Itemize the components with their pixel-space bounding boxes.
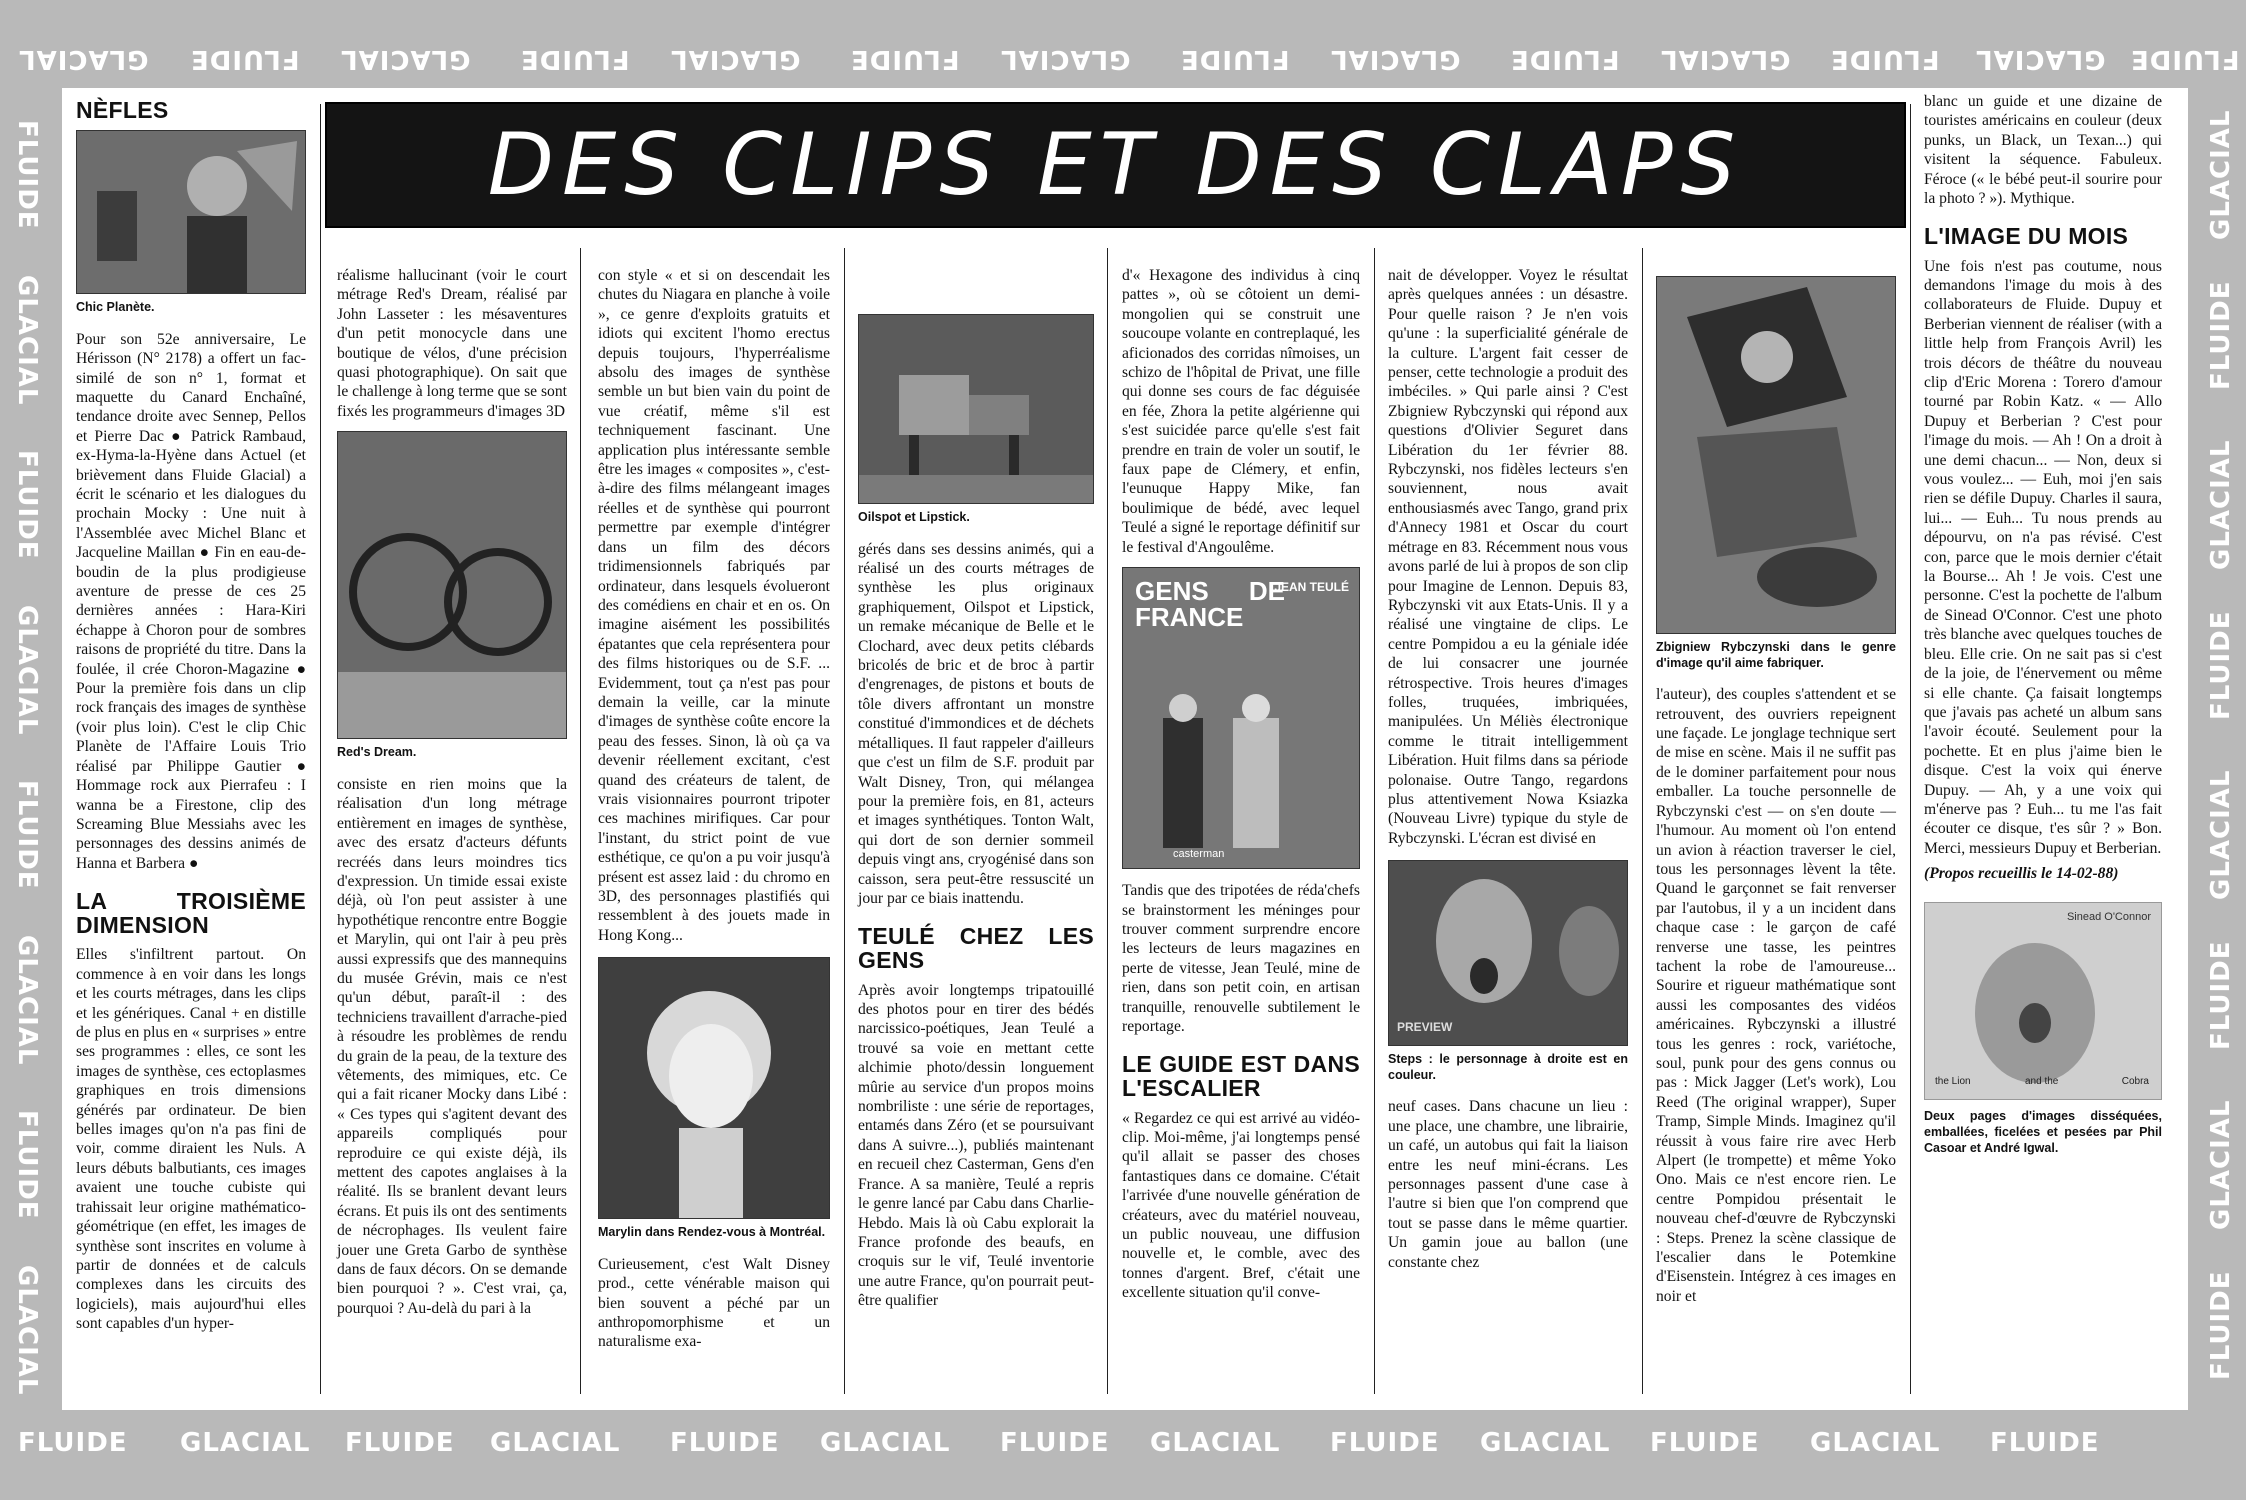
frame-word: GLACIAL [2206, 109, 2236, 240]
frame-word: GLACIAL [12, 605, 42, 736]
article-text: con style « et si on descendait les chutes du Niagara en planche à voile », ce genre d'exploits gratuits et idiots qui excitent l'homo erectus depuis toujours, l'hyperréalisme absolu des images de synthèse semble un but bien vain du point de vue créatif, même s'il est techniquement fascinant. Une application plus intéressante semble être les images « composites », c'est-à-dire des films mélangeant images réelles et de synthèse qui pourront permettre par exemple d'intégrer dans un film des décors tridimensionnels fabriqués par ordinateur, dans lesquels évolueront des comédiens en chair et en os. On imagine aisément les possibilités épatantes que cela représentera pour des films historiques ou de S.F. ... Evidemment, tout ça n'est pas pour demain la veille, car la minute d'images de synthèse coûte encore la peau des fesses. Sinon, là où ça va devenir réellement excitant, c'est quand des créateurs de talent, de vrais visionnaires pourront tripoter ces machines mirifiques. Car pour l'instant, du strict point de vue esthétique, ce qu'on a pu voir jusqu'à présent est assez laid : du chromo en 3D, des personnages plastifiés qui ressemblent à des jouets made in Hong Kong... [598, 267, 830, 944]
photo-steps-image [1389, 861, 1628, 1045]
column-rule [1642, 248, 1643, 1394]
photo-chic-planete-image [77, 131, 306, 293]
frame-word: GLACIAL [12, 1265, 42, 1396]
column-5 [1122, 266, 1360, 1306]
frame-word: FLUIDE [2130, 44, 2240, 74]
section-heading: TEULÉ CHEZ LES GENS [858, 923, 1094, 974]
photo-chic-planete [76, 130, 306, 294]
frame-word: GLACIAL [670, 44, 801, 74]
preview-label: PREVIEW [1397, 1020, 1453, 1035]
article-text: d'« Hexagone des individus à cinq pattes », où se côtoient un demi-mongolien qui se construit une soucoupe volante en contreplaqué, les aficionados des corridas nîmoises, un schizo de l'hôpital de Privat, une fille qui donne ses cours de fac déguisée en fée, Zhora la petite algérienne qui s'est suicidée parce qu'elle s'est fait prendre en train de voler un soutif, le faux pape de Clémery, et enfin, l'eunuque Happy Mike, fan boulimique de bédé, avec lequel Teulé a signé le reportage définitif sur le festival d'Angoulême. [1122, 267, 1360, 556]
column-rule [1107, 248, 1108, 1394]
column-rule [844, 248, 845, 1394]
frame-word: FLUIDE [345, 1428, 455, 1458]
frame-word: GLACIAL [1660, 44, 1791, 74]
frame-word: FLUIDE [520, 44, 630, 74]
interview-note: (Propos recueillis le 14-02-88) [1924, 865, 2119, 883]
frame-word: FLUIDE [12, 780, 42, 890]
column-6 [1388, 266, 1628, 1275]
column-3 [598, 266, 830, 1355]
frame-word: GLACIAL [1000, 44, 1131, 74]
section-heading: LA TROISIÈME DIMENSION [76, 888, 306, 939]
photo-marylin [598, 957, 830, 1219]
article-text: neuf cases. Dans chacune un lieu : une place, une chambre, une librairie, un café, un autobus qui fait la liaison entre les neuf mini-écrans. Les personnages passent d'une case à l'autre si bien que l'on comprend que tout se passe dans le même quartier. Un gamin joue au ballon (une constante chez [1388, 1098, 1628, 1271]
book-cover-title: GENS DE FRANCE [1135, 576, 1285, 633]
article-text: Elles s'infiltrent partout. On commence à en voir dans les longs et les courts métrages, dans les clips et les génériques. Canal + en distille de plus en plus en « surprises » entre ses programmes : elles, ce sont les images de synthèse, ces ectoplasmes graphiques en trois dimensions générés par ordinateur. De bien belles images qu'on n'a pas fini de voir, comme diraient les Nuls. A leurs débuts balbutiants, ces images avaient une touche cubiste qui trahissait leur origine mathématico-géométrique (en effet, les images de synthèse sont inscrites en volume à partir de données et de calculs complexes dans les circuits des logiciels), mais aujourd'hui elles sont capables d'un hyper- [76, 946, 306, 1333]
column-rule [1374, 248, 1375, 1394]
article-title: DES CLIPS ET DES CLAPS [487, 115, 1744, 215]
frame-word: FLUIDE [670, 1428, 780, 1458]
frame-word: GLACIAL [180, 1428, 311, 1458]
album-title-c: Cobra [2121, 1076, 2149, 1088]
frame-word: FLUIDE [190, 44, 300, 74]
section-heading: NÈFLES [76, 97, 169, 123]
frame-word: FLUIDE [12, 1110, 42, 1220]
photo-steps [1388, 860, 1628, 1046]
frame-word: FLUIDE [1330, 1428, 1440, 1458]
frame-word: FLUIDE [2206, 280, 2236, 390]
album-title-b: and the [2025, 1076, 2059, 1088]
article-text: Une fois n'est pas coutume, nous demandons l'image du mois à des collaborateurs de Fluide. Dupuy et Berberian viennent de réaliser (with a little help from François Avril) les trois décors de théâtre du nouveau clip d'Eric Morena : Torero d'amour tourné par Robin Katz. « — Allo Dupuy et Berberian ? C'est pour l'image du mois. — Ah ! On a droit à une demi chacun... — Non, deux si vous voulez... — Euh, moi j'en sais rien se défile Dupuy. Charles il saura, lui... — Euh... Tu nous prends au dépourvu, on n'a pas révisé. C'est con, parce que le mois dernier c'était la Bourse... Ah ! Je vois. C'est une personne. C'est la pochette de l'album de Sinead O'Connor. C'est une photo très blanche avec quelques touches de bleu. Elle crie. On ne sait pas si c'est de la joie, de l'énervement ou même si elle chante. Ça faisait longtemps que j'avais pas acheté un album sans l'avoir écouté. Seulement pour la pochette. Et en plus j'aime bien le disque. C'est la voix qui énerve Dupuy. — Ah, y a une voix qui m'énerve pas ? Euh... tu me l'as fait écouter ce disque, t'es sûr ? » Bon. Merci, messieurs Dupuy et Berberian. [1924, 257, 2162, 857]
article-text: gérés dans ses dessins animés, qui a réalisé un des courts métrages de synthèse les plus originaux graphiquement, Oilspot et Lipstick, un remake mécanique de Belle et le Clochard, avec deux petits clébards bricolés de bric et de broc à partir d'engrenages, de pistons et bouts de tôle divers affrontant un monstre constitué d'immondices et de déchets métalliques. Il faut rappeler d'ailleurs que c'est un film de S.F. produit par Walt Disney, Tron, qui mélangea pour la première fois, en 81, acteurs et images synthétiques. Tonton Walt, qui dort de son dernier sommeil depuis vingt ans, cryogénisé dans son caisson, sera peut-être ressuscité un jour par ce biais inattendu. [858, 540, 1094, 907]
frame-word: GLACIAL [340, 44, 471, 74]
frame-word: FLUIDE [1830, 44, 1940, 74]
column-2 [337, 266, 567, 1321]
column-1 [76, 98, 306, 1337]
news-briefs: Pour son 52e anniversaire, Le Hérisson (N° 2178) a offert un fac-similé de son n° 1, format et maquette du Canard Enchaîné, tendance droite avec Sennep, Pellos et Pierre Dac ● Patrick Rambaud, ex-Hyma-la-Hyène dans Actuel (et brièvement dans Fluide Glacial) a écrit le scénario et les dialogues du prochain Mocky : Une nuit à l'Assemblée avec Michel Blanc et Jacqueline Maillan ● Fin en eau-de-boudin de la plus prodigieuse aventure de presse de ces 25 dernières années : Hara-Kiri échappe à Choron pour de sombres raisons de propriété du titre. Dans la foulée, il crée Choron-Magazine ● Pour la première fois dans un clip rock français des images de synthèse (voir plus loin). C'est le clip Chic Planète de l'Affaire Louis Trio réalisé par Philippe Gautier ● Hommage rock aux Pierrafeu : I wanna be a Firestone, clip des Screaming Blue Messiahs avec les personnages des dessins animés de Hanna et Barbera ● [76, 330, 306, 872]
article-text: Après avoir longtemps tripatouillé des photos pour en tirer des bédés narcissico-poétiques, Jean Teulé a trouvé sa voie en mettant cette alchimie photo/dessin longuement mûrie au service d'un propos moins nombriliste : une série de reportages, entamés dans Zéro (et se poursuivant dans A suivre...), publiés maintenant en recueil chez Casterman, Gens d'en France. A sa manière, Teulé a repris le genre lancé par Cabu dans Charlie-Hebdo. Mais là où Cabu explorait la France profonde des beaufs, en croquis sur le vif, Teulé inventorie une autre France, qu'on pourrait peut-être qualifier [858, 981, 1094, 1310]
frame-word: GLACIAL [2206, 769, 2236, 900]
photo-caption: Marylin dans Rendez-vous à Montréal. [598, 1225, 826, 1240]
frame-word: GLACIAL [1480, 1428, 1611, 1458]
book-cover-author: JEAN TEULÉ [1274, 580, 1349, 595]
photo-caption: Red's Dream. [337, 745, 417, 760]
article-text: consiste en rien moins que la réalisation d'un long métrage entièrement en images de synthèse, avec des ersatz d'acteurs défunts recréés dans leurs moindres tics d'expression. Un timide essai existe déjà, où l'on peut assister à une hypothétique rencontre entre Boggie et Marylin, qui ont l'air à peu près aussi expressifs que des mannequins du musée Grévin, mais ce n'est qu'un début, paraît-il : des techniciens travaillent d'arrache-pied à résoudre les problèmes de rendu du grain de la peau, de la texture des vêtements, des mimiques, etc. Ce qui a fait ricaner Mocky dans Libé : « Ces types qui s'agitent devant des appareils compliqués pour reproduire ce qui existe déjà, ils mettent des capotes anglaises à la réalité. Ils se branlent devant leurs écrans. Et puis ils ont des sentiments de nécrophages. Ils veulent faire jouer une Greta Garbo de synthèse dans de faux décors. On se demande bien pourquoi ? ». C'est vrai, ça, pourquoi ? Au-delà du pari à la [337, 775, 567, 1317]
article-text: Tandis que des tripotées de réda'chefs se brainstorment les méninges pour trouver comment surprendre encore les lecteurs de leurs magazines en perte de vitesse, Jean Teulé, mine de rien, dans son petit coin, en artisan tranquille, renouvelle subtilement le reportage. [1122, 882, 1360, 1035]
frame-word: FLUIDE [1000, 1428, 1110, 1458]
book-cover-photo [1123, 568, 1360, 868]
photo-reds-dream [337, 431, 567, 739]
column-rule [580, 248, 581, 1394]
photo-reds-dream-image [338, 432, 567, 738]
frame-word: GLACIAL [1975, 44, 2106, 74]
album-cover-photo [1925, 903, 2162, 1099]
album-artist: Sinead O'Connor [2066, 910, 2151, 923]
frame-word: GLACIAL [490, 1428, 621, 1458]
frame-word: GLACIAL [18, 44, 149, 74]
photo-oilspot-image [859, 315, 1094, 503]
photo-rybczynski [1656, 276, 1896, 634]
article-text: « Regardez ce qui est arrivé au vidéo-clip. Moi-même, j'ai longtemps pensé qu'il allait se passer des choses fantastiques dans ce domaine. C'était l'arrivée d'une nouvelle génération de créateurs, avec du matériel nouveau, un public nouveau, une diffusion nouvelle et, le comble, avec des tonnes d'argent. Bref, c'était une excellente situation qu'il conve- [1122, 1109, 1360, 1302]
frame-word: FLUIDE [1990, 1428, 2100, 1458]
photo-rybczynski-image [1657, 277, 1896, 633]
frame-word: FLUIDE [12, 450, 42, 560]
photo-caption: Steps : le personnage à droite est en couleur. [1388, 1052, 1628, 1082]
photo-oilspot [858, 314, 1094, 504]
frame-word: GLACIAL [2206, 1099, 2236, 1230]
article-text: Curieusement, c'est Walt Disney prod., cette vénérable maison qui bien souvent a péché par un anthropomorphisme et un naturalisme exa- [598, 1255, 830, 1351]
frame-word: FLUIDE [850, 44, 960, 74]
credit-line: Deux pages d'images disséquées, emballées, ficelées et pesées par Phil Casoar et André Igwal. [1924, 1108, 2162, 1156]
column-4 [858, 314, 1094, 1314]
book-cover-gens-de-france [1122, 567, 1360, 869]
article-text: blanc un guide et une dizaine de touristes américains en couleur (deux punks, un Black, un Texan...) qui visitent la séquence. Fabuleux. Féroce (« le bébé peut-il sourire pour la photo ? »). Mythique. [1924, 93, 2162, 208]
section-heading: LE GUIDE EST DANS L'ESCALIER [1122, 1051, 1360, 1102]
frame-word: GLACIAL [820, 1428, 951, 1458]
frame-word: FLUIDE [12, 120, 42, 230]
photo-caption: Zbigniew Rybczynski dans le genre d'image qu'il aime fabriquer. [1656, 640, 1896, 670]
column-rule [320, 104, 321, 1394]
frame-word: FLUIDE [1510, 44, 1620, 74]
column-8 [1924, 92, 2162, 1156]
frame-word: FLUIDE [2206, 1270, 2236, 1380]
photo-marylin-image [599, 958, 830, 1218]
frame-word: GLACIAL [1810, 1428, 1941, 1458]
article-page [62, 88, 2188, 1410]
column-rule [1910, 104, 1911, 1394]
frame-word: FLUIDE [2206, 940, 2236, 1050]
frame-word: FLUIDE [1650, 1428, 1760, 1458]
article-text: nait de développer. Voyez le résultat après quelques années : un désastre. Pour quelle raison ? Je n'en vois qu'une : la superficialité générale de la culture. L'argent fait cesser de penser, cette technologie a produit des imbéciles. » Qui parle ainsi ? C'est Zbigniew Rybczynski qui répond aux questions d'Olivier Seguret dans Libération du 1er février 88. Rybczynski, nos fidèles lecteurs s'en souviennent, nous avait enthousiasmés avec Tango, grand prix d'Annecy 1981 et Oscar du court métrage en 83. Récemment nous vous avons parlé de lui à propos de son clip pour Imagine de Lennon. Depuis 83, Rybczynski vit aux Etats-Unis. Il y a réalisé une vingtaine de clips. Le centre Pompidou a eu la géniale idée de lui consacrer une journée rétrospective. Trois heures d'images folles, truquées, imbriquées, manipulées. Un Méliès électronique comme le titrait intelligemment Libération. Huit films dans sa période polonaise. Outre Tango, regardons plus attentivement Nowa Ksiazka (Nouveau Livre) typique du style de Rybczynski. L'écran est divisé en [1388, 267, 1628, 847]
album-title-a: the Lion [1935, 1076, 1971, 1088]
frame-word: GLACIAL [12, 935, 42, 1066]
article-text: réalisme hallucinant (voir le court métrage Red's Dream, réalisé par John Lasseter : les mésaventures d'un petit monocycle dans une boutique de vélos, d'une précision quasi photographique). On sait que le challenge à long terme que se sont fixés les programmeurs d'images 3D [337, 267, 567, 420]
frame-word: GLACIAL [2206, 439, 2236, 570]
album-cover [1924, 902, 2162, 1100]
photo-caption: Oilspot et Lipstick. [858, 510, 970, 524]
book-cover-publisher: casterman [1173, 848, 1225, 861]
frame-word: FLUIDE [18, 1428, 128, 1458]
article-text: l'auteur), des couples s'attendent et se retrouvent, des ouvriers repeignent une façade. Le jonglage technique sert de mise en scène. Mais il ne suffit pas de le dominer parfaitement pour nous emballer. La touche personnelle de Rybczynski c'est — on s'en doute — l'humour. Au moment où l'on entend un avion à réaction traverser le ciel, tous les personnages lèvent la tête. Quand le garçonnet se fait renverser par l'autobus, il y a un incident dans chaque case : le garçon de café renverse une tasse, les peintres tachent la robe de l'amoureuse... Sourire et rigueur mathématique sont aussi les composantes des vidéos américaines. Rybczynski a illustré tous les genres : rock, variétoche, soul, punk pour des gens connus ou pas : Mick Jagger (Let's work), Lou Reed (The original wrapper), Super Tramp, Simple Minds. Imaginez qu'il réussit à vous faire rire avec Herb Alpert (le trompette) et même Yoko Ono. Mais ce n'est encore rien. Le centre Pompidou présentait le nouveau chef-d'œuvre de Rybczynski : Steps. Prenez la scène classique de l'escalier dans le Potemkine d'Eisenstein. Intégrez à ces images en noir et [1656, 686, 1896, 1305]
frame-word: GLACIAL [12, 275, 42, 406]
frame-word: GLACIAL [1330, 44, 1461, 74]
column-7 [1656, 276, 1896, 1309]
photo-caption: Chic Planète. [76, 300, 155, 315]
section-heading: L'IMAGE DU MOIS [1924, 223, 2129, 250]
frame-word: GLACIAL [1150, 1428, 1281, 1458]
frame-word: FLUIDE [2206, 610, 2236, 720]
frame-word: FLUIDE [1180, 44, 1290, 74]
title-banner [325, 102, 1906, 228]
